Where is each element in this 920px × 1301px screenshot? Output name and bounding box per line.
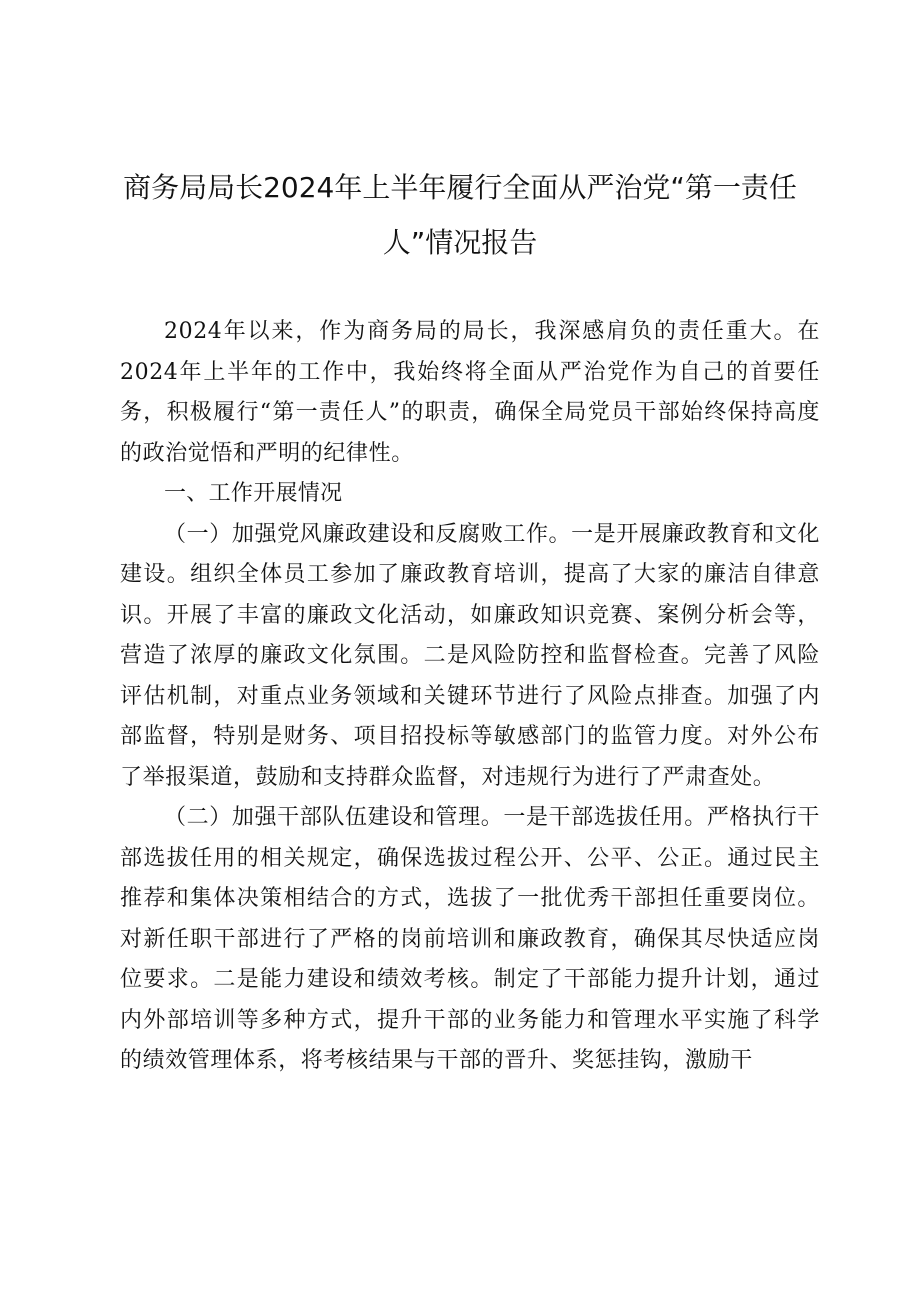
paragraph-cadre-management: （二）加强干部队伍建设和管理。一是干部选拔任用。严格执行干部选拔任用的相关规定，确保选拔过程公开、公平、公正。通过民主推荐和集体决策相结合的方式，选拔了一批优秀干部担任重要岗位。对新任职干部进行了严格的岗前培训和廉政教育，确保其尽快适应岗位要求。二是能力建设和绩效考核。制定了干部能力提升计划，通过内外部培训等多种方式，提升干部的业务能力和管理水平实施了科学的绩效管理体系，将考核结果与干部的晋升、奖惩挂钩，激励干: [120, 805, 820, 1073]
title-line-1: 商务局局长2024年上半年履行全面从严治党“第一责任: [123, 171, 797, 204]
intro-paragraph: 2024年以来，作为商务局的局长，我深感肩负的责任重大。在2024年上半年的工作中，我始终将全面从严治党作为自己的首要任务，积极履行“第一责任人”的职责，确保全局党员干部始终保持高度的政治觉悟和严明的纪律性。: [120, 319, 820, 466]
title-line-2: 人”情况报告: [382, 226, 538, 259]
paragraph-anti-corruption: （一）加强党风廉政建设和反腐败工作。一是开展廉政教育和文化建设。组织全体员工参加了廉政教育培训，提高了大家的廉洁自律意识。开展了丰富的廉政文化活动，如廉政知识竞赛、案例分析会等，营造了浓厚的廉政文化氛围。二是风险防控和监督检查。完善了风险评估机制，对重点业务领域和关键环节进行了风险点排查。加强了内部监督，特别是财务、项目招投标等敏感部门的监管力度。对外公布了举报渠道，鼓励和支持群众监督，对违规行为进行了严肃查处。: [120, 521, 820, 790]
section-heading-1: 一、工作开展情况: [164, 481, 343, 506]
document-title: [110, 160, 810, 270]
document-body: [120, 312, 820, 1082]
